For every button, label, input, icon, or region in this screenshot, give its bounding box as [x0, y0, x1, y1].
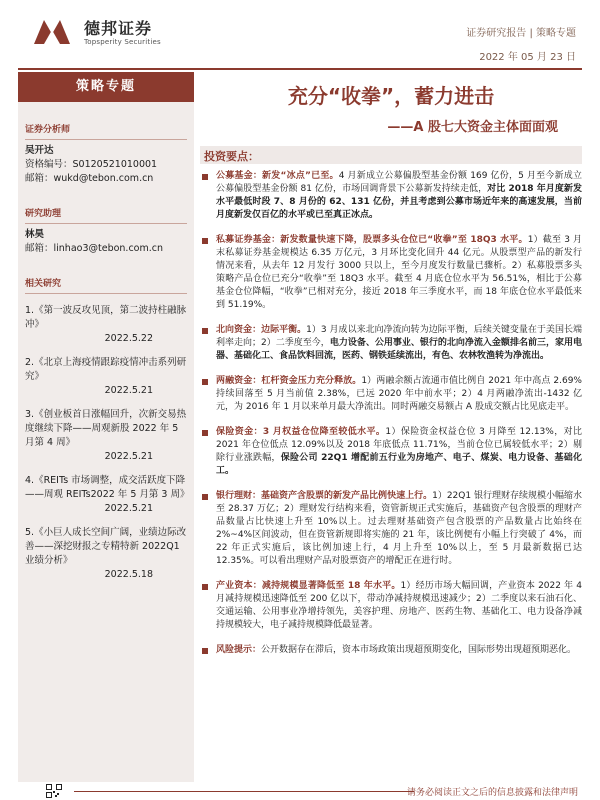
qr-code-icon — [46, 784, 62, 798]
sidebar-title: 策略专题 — [18, 72, 194, 102]
related-report-title: 3.《创业板首日涨幅回升，次新交易热度继续下降——周观新股 2022 年 5 月第 4 周》 — [25, 409, 187, 448]
assistant-section — [18, 206, 194, 256]
related-report[interactable] — [25, 304, 187, 346]
company-name-cn: 德邦证券 — [84, 19, 153, 38]
report-category: 证券研究报告 | 策略专题 — [466, 28, 576, 39]
key-point-lead: 银行理财：基础资产含股票的新发产品比例快速上行。 — [216, 491, 433, 501]
key-point-lead: 公募基金：新发“冰点”已至。 — [216, 171, 339, 181]
key-point-paragraph — [200, 170, 582, 222]
key-point-paragraph — [200, 490, 582, 568]
square-bullet-icon — [202, 328, 208, 334]
analyst-email[interactable]: 邮箱：wukd@tebon.com.cn — [25, 173, 154, 184]
square-bullet-icon — [202, 648, 208, 654]
key-point-lead: 风险提示： — [216, 645, 262, 655]
report-subtitle: ——A 股七大资金主体面面观 — [387, 120, 558, 135]
key-point-emphasis: 对比 2018 年月度新发水平最低时段 7、8 月份的 62、131 亿份，并且考虑到公募市场近年来的高速发展，当前月度新发仅百亿的水平或已至真正冰点。 — [216, 184, 582, 220]
related-section — [18, 276, 194, 582]
key-point-lead: 北向资金：边际平衡。 — [216, 325, 307, 335]
report-title: 充分“收拳”，蓄力进击 — [287, 84, 495, 108]
sidebar — [18, 72, 194, 782]
key-point-text: 1）22Q1 银行理财存续规模小幅缩水至 28.37 万亿；2）理财发行结构来看，资管新规正式实施后，基础资产包含股票的理财产品数量占比快速上升至 10%以上。过去理财基础资产包含股票的产品数量占比始终在 2%~4%区间波动，但在资管新规即将实施的 21 年，该比例便有小幅上行突破了 4%，而 22 年正式实施后，该比例加速上行，4 月上升至 10%以上，至 5 月最新数据已达 12.35%。可以看出理财产品对股票资产的增配正在进行时。 — [216, 491, 582, 566]
related-report-title: 2.《北京上海疫情跟踪疫情冲击系列研究》 — [25, 357, 187, 382]
key-point-emphasis: 保险公司 22Q1 增配前五行业为房地产、电子、煤炭、电力设备、基础化工。 — [216, 453, 582, 476]
title-area — [200, 72, 582, 144]
related-report[interactable] — [25, 474, 190, 516]
key-point-text: 4 月新成立公募偏股型基金份额 169 亿份，5 月至今新成立公募偏股型基金份额 81 亿份，市场回调背景下公募新发持续走低， — [216, 171, 582, 194]
related-report-title: 1.《第一波反攻见顶，第二波持柱融脉冲》 — [25, 305, 187, 330]
related-report-date: 2022.5.21 — [104, 503, 153, 514]
key-point-text: 1）3 月成以来北向净流向转为边际平衡，后续关键变量在于美国长端利率走向；2）二季度至今， — [216, 325, 582, 348]
square-bullet-icon — [202, 238, 208, 244]
square-bullet-icon — [202, 430, 208, 436]
analyst-name: 吴开达 — [25, 145, 54, 156]
related-report-title: 4.《REITs 市场调整，成交活跃度下降——周观 REITs2022 年 5 月第 3 周》 — [25, 475, 190, 500]
assistant-email[interactable]: 邮箱：linhao3@tebon.com.cn — [25, 243, 164, 254]
key-points-content — [200, 170, 582, 669]
key-point-paragraph — [200, 426, 582, 478]
analyst-cert: 资格编号：S0120521010001 — [25, 159, 158, 170]
related-report-date: 2022.5.22 — [104, 333, 153, 344]
key-point-text: 公开数据存在滞后，资本市场政策出现超预期变化，国际形势出现超预期恶化。 — [261, 645, 577, 655]
key-point-text: 1）保险资金权益仓位 3 月降至 12.13%，对比 2021 年仓位低点 12.09%以及 2018 年底低点 11.71%，当前仓位已属较低水平；2）剔除行业涨跌幅， — [216, 427, 582, 463]
key-points-label: 投资要点： — [204, 150, 259, 163]
assistant-name: 林昊 — [25, 229, 45, 240]
square-bullet-icon — [202, 379, 208, 385]
report-header — [0, 0, 600, 70]
related-report-date: 2022.5.18 — [104, 569, 153, 580]
key-point-paragraph — [200, 580, 582, 632]
related-report[interactable] — [25, 526, 187, 582]
key-point-lead: 私募证券基金：新发数量快速下降，股票多头仓位已“收拳”至 18Q3 水平。 — [216, 235, 528, 245]
key-point-lead: 产业资本：减持规模显著降低至 18 年水平。 — [216, 581, 401, 591]
footer — [18, 782, 582, 800]
analyst-heading: 证券分析师 — [25, 122, 187, 140]
key-point-emphasis: 电力设备、公用事业、银行的北向净流入金额排名前三，家用电器、基础化工、食品饮料回流，医药、钢铁延续流出，有色、农林牧渔转为净流出。 — [216, 338, 582, 361]
key-point-paragraph — [200, 324, 582, 363]
key-point-lead: 两融资金：杠杆资金压力充分释放。 — [216, 376, 362, 386]
key-point-paragraph — [200, 644, 582, 657]
key-point-text: 1）截至 3 月末私募证券基金规模达 6.35 万亿元，3 月环比变化回升 44 亿元。从股票型产品的新发行情况来看，从去年 12 月发行 3000 只以上，至今月度发行数量已骤析。2）私募股票多头策略产品仓位已充分“收拳”至 18Q3 水平。截至 4 月底仓位水平为 56.51%，相比于公募基金仓位降幅，“收拳”已相对充分，接近 2018 年三季度水平，而 18 年底仓位水平最低来到 51.19%。 — [216, 235, 582, 310]
footer-disclaimer: 请务必阅读正文之后的信息披露和法律声明 — [406, 788, 578, 798]
key-point-text: 1）经历市场大幅回调，产业资本 2022 年 4 月减持规模迅速降低至 200 亿以下，带动净减持规模迅速减少；2）二季度以来石油石化、交通运输、公用事业净增持领先，美容护理、房地产、医药生物、基础化工、电力设备净减持规模较大，电子减持规模降低最显著。 — [216, 581, 582, 630]
related-report-title: 5.《小巨人成长空间广阔，业绩边际改善——深挖财报之专精特新 2022Q1 业绩分析》 — [25, 527, 187, 566]
company-name-en: Topsperity Securities — [84, 38, 161, 46]
key-points-header — [200, 146, 582, 164]
key-point-paragraph — [200, 234, 582, 312]
assistant-heading: 研究助理 — [25, 206, 187, 224]
header-divider — [18, 68, 582, 70]
related-report-date: 2022.5.21 — [104, 451, 153, 462]
related-heading: 相关研究 — [25, 276, 187, 294]
analyst-section — [18, 122, 194, 186]
key-point-lead: 保险资金：3 月权益仓位降至较低水平。 — [216, 427, 386, 437]
square-bullet-icon — [202, 494, 208, 500]
square-bullet-icon — [202, 174, 208, 180]
related-report[interactable] — [25, 408, 187, 464]
company-logo-icon — [30, 14, 74, 50]
related-report[interactable] — [25, 356, 187, 398]
square-bullet-icon — [202, 584, 208, 590]
report-date: 2022 年 05 月 23 日 — [479, 52, 576, 63]
key-point-text: 1）两融余额占流通市值比例自 2021 年中高点 2.69%持续回落至 5 月当前值 2.38%，已远 2020 年中前水平；2）4 月两融净流出-1432 亿元，为 2016 年 1 月以来单月最大净流出。同时两融交易额占 A 股成交额占比见底走平。 — [216, 376, 582, 412]
related-report-date: 2022.5.21 — [104, 385, 153, 396]
key-point-paragraph — [200, 375, 582, 414]
footer-divider — [74, 791, 414, 792]
